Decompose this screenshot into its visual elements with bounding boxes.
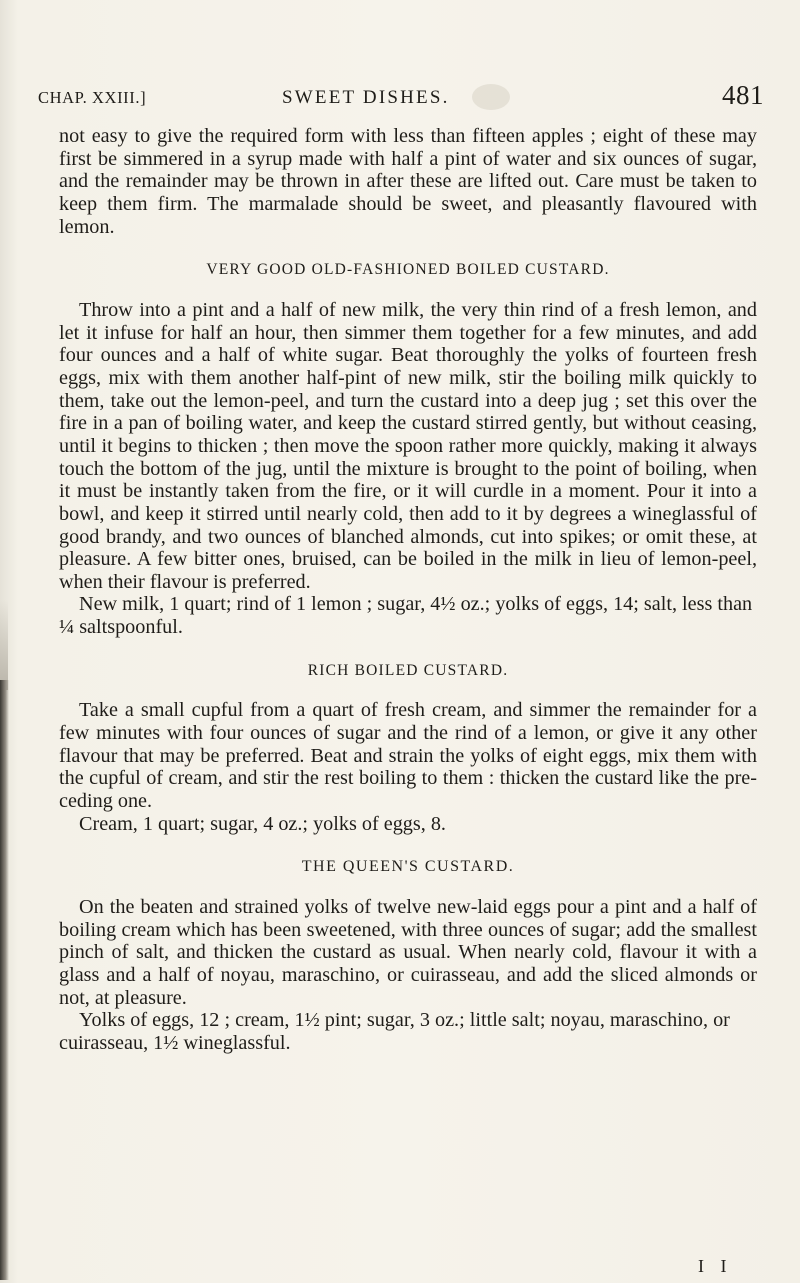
ingredient-summary: New milk, 1 quart; rind of 1 lemon ; sugar, 4½ oz.; yolks of eggs, 14; salt, less than ¼ saltspoonful.	[59, 593, 753, 639]
intro-paragraph: not easy to give the required form with less than fifteen apples ; eight of these may first be simmered in a syrup made with half a pint of water and six ounces of sugar, and the remainder may be thrown in after these are lifted out. Care must be taken to keep them firm. The marmalade should be sweet, and pleasantly flavoured with lemon.	[59, 125, 757, 238]
section-heading: VERY GOOD OLD-FASHIONED BOILED CUSTARD.	[206, 261, 610, 279]
section-paragraph: Take a small cupful from a quart of fresh cream, and simmer the remainder for a few minutes with four ounces of sugar and the rind of a lemon, or give it any other flavour that may be preferred. Beat and strain the yolks of eight eggs, mix them with the cupful of cream, and stir the rest boiling to them : thicken the custard like the preceding one.	[59, 699, 757, 813]
ingredient-summary: Yolks of eggs, 12 ; cream, 1½ pint; sugar, 3 oz.; little salt; noyau, maraschino, or cuirasseau, 1½ wineglassful.	[59, 1009, 730, 1054]
section-heading: THE QUEEN'S CUSTARD.	[301, 858, 515, 876]
page-body	[59, 125, 757, 1055]
page-gutter-shadow	[0, 600, 8, 690]
running-title: SWEET DISHES.	[282, 87, 450, 108]
section-heading: RICH BOILED CUSTARD.	[307, 661, 509, 679]
page-number: 481	[722, 80, 764, 110]
section-paragraph: On the beaten and strained yolks of twelve new-laid eggs pour a pint and a half of boiling cream which has been sweetened, with three ounces of sugar; add the smallest pinch of salt, and thicken the custard as usual. When nearly cold, flavour it with a glass and a half of noyau, maraschino, or cuirasseau, and add the sliced almonds or not, at pleasure.	[59, 896, 757, 1009]
signature-mark: I I	[698, 1256, 733, 1276]
running-header	[38, 80, 764, 114]
section-paragraph: Throw into a pint and a half of new milk, the very thin rind of a fresh lemon, and let it infuse for half an hour, then simmer them together for a few minutes, and add four ounces and a half of white sugar. Beat thoroughly the yolks of fourteen fresh eggs, mix with them another half-pint of new milk, stir the boiling milk quickly to them, take out the lemon-peel, and turn the custard into a deep jug ; set this over the fire in a pan of boiling water, and keep the custard stirred gently, but without ceasing, until it begins to thicken ; then move the spoon rather more quickly, making it always touch the bottom of the jug, until the mixture is brought to the point of boiling, when it must be instantly taken from the fire, or it will curdle in a moment. Pour it into a bowl, and keep it stirred until nearly cold, then add to it by degrees a wineglassful of good brandy, and two ounces of blanched almonds, cut into spikes; or omit these, at pleasure. A few bitter ones, bruised, can be boiled in the milk in lieu of lemon-peel, when their flavour is preferred.	[59, 298, 757, 593]
ingredient-summary: Cream, 1 quart; sugar, 4 oz.; yolks of eggs, 8.	[79, 812, 446, 835]
chapter-label: CHAP. XXIII.]	[38, 88, 147, 107]
page-gutter	[0, 680, 9, 1280]
